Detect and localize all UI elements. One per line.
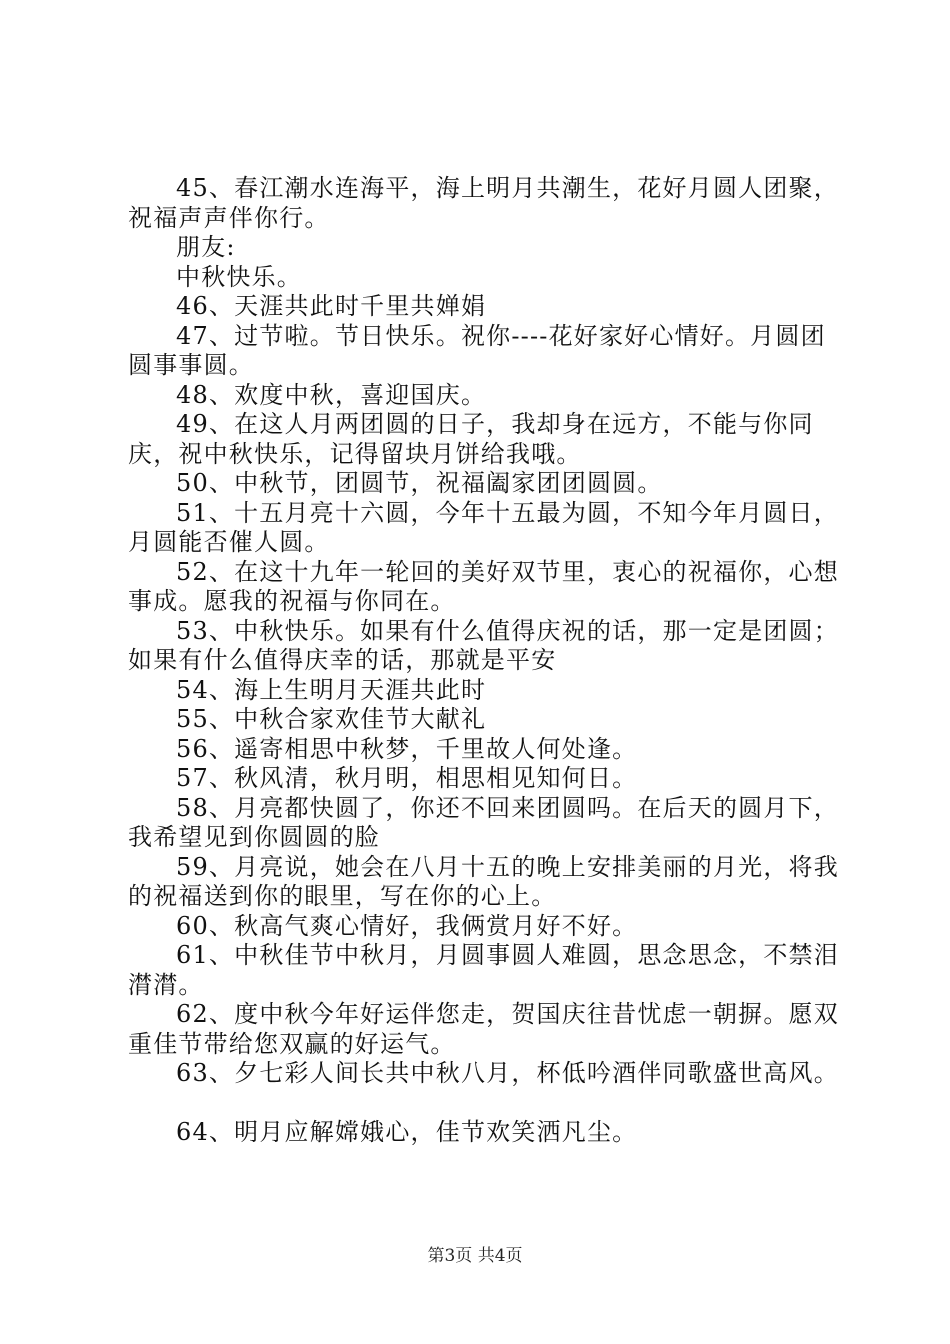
page-footer: 第3页 共4页 (427, 1246, 523, 1266)
paragraph-greeting: 朋友: (176, 233, 236, 261)
paragraph-58: 58、月亮都快圆了，你还不回来团圆吗。在后天的圆月下，我希望见到你圆圆的脸 (128, 793, 839, 851)
paragraph-53: 53、中秋快乐。如果有什么值得庆祝的话，那一定是团圆；如果有什么值得庆幸的话，那就是平安 (128, 616, 839, 674)
paragraph-64: 64、明月应解嫦娥心，佳节欢笑洒凡尘。 (176, 1117, 638, 1146)
paragraph-59: 59、月亮说，她会在八月十五的晚上安排美丽的月光，将我的祝福送到你的眼里，写在你的心上。 (128, 852, 839, 910)
paragraph-61: 61、中秋佳节中秋月，月圆事圆人难圆，思念思念，不禁泪潸潸。 (128, 941, 839, 999)
paragraph-45: 45、春江潮水连海平，海上明月共潮生，花好月圆人团聚，祝福声声伴你行。 (128, 174, 839, 232)
paragraph-52: 52、在这十九年一轮回的美好双节里，衷心的祝福你，心想事成。愿我的祝福与你同在。 (128, 557, 839, 615)
paragraph-62: 62、度中秋今年好运伴您走，贺国庆往昔忧虑一朝摒。愿双重佳节带给您双赢的好运气。 (128, 1000, 839, 1058)
paragraph-56: 56、遥寄相思中秋梦，千里故人何处逢。 (176, 734, 638, 763)
paragraph-57: 57、秋风清，秋月明，相思相见知何日。 (176, 764, 638, 792)
paragraph-47: 47、过节啦。节日快乐。祝你----花好家好心情好。月圆团圆事事圆。 (128, 321, 826, 379)
paragraph-51: 51、十五月亮十六圆，今年十五最为圆，不知今年月圆日，月圆能否催人圆。 (128, 498, 839, 556)
document-body (128, 174, 850, 1147)
paragraph-60: 60、秋高气爽心情好，我俩赏月好不好。 (176, 911, 638, 940)
paragraph-54: 54、海上生明月天涯共此时 (176, 675, 487, 704)
paragraph-48: 48、欢度中秋，喜迎国庆。 (176, 380, 487, 409)
paragraph-46: 46、天涯共此时千里共婵娟 (176, 292, 487, 320)
paragraph-49: 49、在这人月两团圆的日子，我却身在远方，不能与你同庆，祝中秋快乐，记得留块月饼给我哦。 (128, 410, 814, 468)
paragraph-55: 55、中秋合家欢佳节大献礼 (176, 705, 487, 733)
paragraph-50: 50、中秋节，团圆节，祝福阖家团团圆圆。 (176, 469, 663, 497)
paragraph-63: 63、夕七彩人间长共中秋八月，杯低吟酒伴同歌盛世高风。 (176, 1059, 839, 1087)
paragraph-greeting-line: 中秋快乐。 (176, 262, 302, 291)
